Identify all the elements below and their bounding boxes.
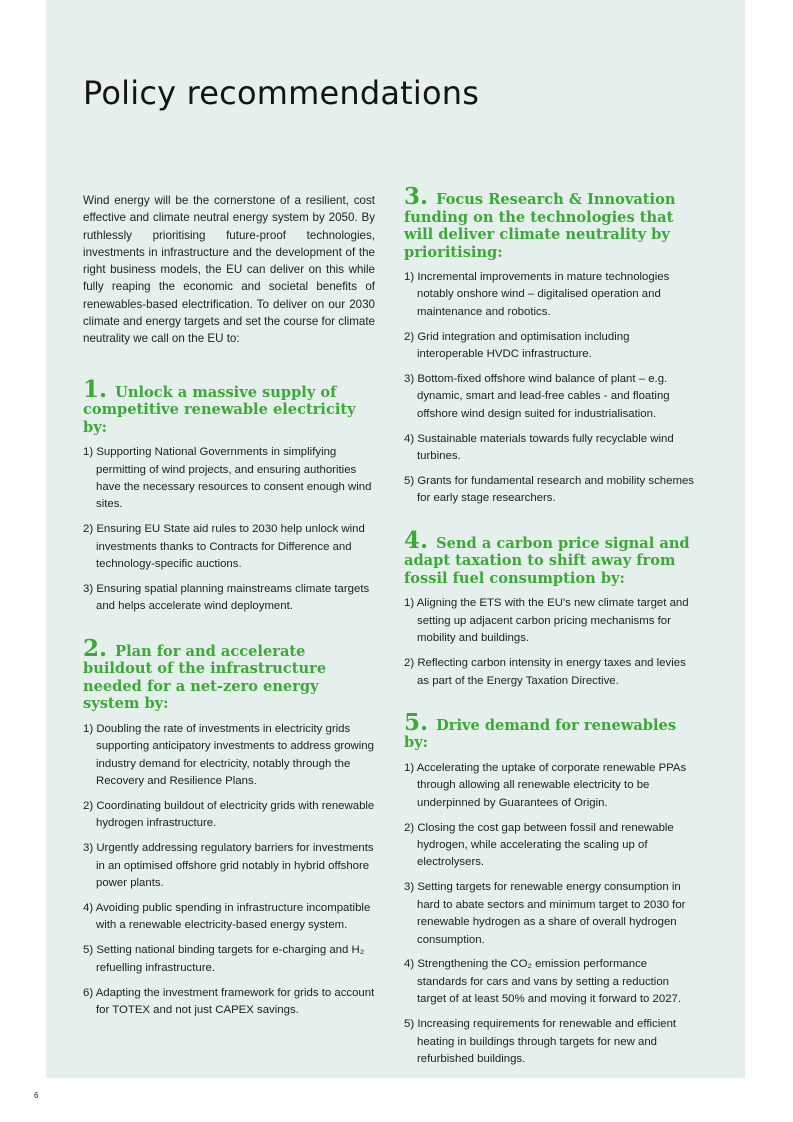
item-number: 1) <box>404 761 415 774</box>
item-number: 3) <box>404 373 415 386</box>
list-item <box>404 329 696 364</box>
item-number: 5) <box>404 475 415 488</box>
list-item <box>404 371 696 423</box>
left-column <box>83 192 375 1043</box>
page-number: 6 <box>34 1091 39 1100</box>
item-text: Ensuring EU State aid rules to 2030 help unlock wind investments thanks to Contracts for Difference and technology-specific auctions. <box>96 523 365 571</box>
list-item <box>404 956 696 1008</box>
list-item <box>83 900 375 935</box>
item-text: Bottom-fixed offshore wind balance of plant – e.g. dynamic, smart and lead-free cables - and floating offshore wind design suited for industrialisation. <box>417 373 670 420</box>
item-number: 2) <box>83 523 94 536</box>
item-text: Reflecting carbon intensity in energy taxes and levies as part of the Energy Taxation Directive. <box>417 657 686 687</box>
item-number: 3) <box>83 842 94 855</box>
list-item <box>83 985 375 1020</box>
section-number: 1. <box>83 375 108 403</box>
list-item <box>83 942 375 977</box>
list-item <box>404 431 696 466</box>
list-item <box>83 581 375 616</box>
item-text: Setting national binding targets for e-charging and H₂ refuelling infrastructure. <box>96 944 365 974</box>
item-number: 4) <box>404 958 415 971</box>
list-item <box>404 760 696 812</box>
list-item <box>83 521 375 573</box>
right-column <box>404 183 696 1092</box>
item-number: 5) <box>404 1018 415 1031</box>
item-text: Adapting the investment framework for grids to account for TOTEX and not just CAPEX savings. <box>95 986 375 1017</box>
item-text: Sustainable materials towards fully recyclable wind turbines. <box>417 432 674 463</box>
item-number: 1) <box>404 597 415 610</box>
list-item <box>404 269 696 321</box>
item-text: Closing the cost gap between fossil and renewable hydrogen, while accelerating the scaling up of electrolysers. <box>417 821 674 869</box>
item-text: Accelerating the uptake of corporate renewable PPAs through allowing all renewable electricity to be underpinned by Guarantees of Origin. <box>416 761 687 809</box>
section-number: 3. <box>404 183 429 210</box>
item-number: 5) <box>83 944 94 957</box>
section-heading-text: Unlock a massive supply of competitive renewable electricity by: <box>83 383 356 436</box>
item-text: Incremental improvements in mature technologies notably onshore wind – digitalised operation and maintenance and robotics. <box>417 271 670 318</box>
section-heading-text: Focus Research & Innovation funding on the technologies that will deliver climate neutrality by prioritising: <box>404 191 676 261</box>
list-item <box>404 655 696 690</box>
item-number: 1) <box>83 446 94 459</box>
item-number: 3) <box>83 583 94 596</box>
item-number: 6) <box>83 986 94 999</box>
section-number: 4. <box>404 526 429 554</box>
section-heading-text: Plan for and accelerate buildout of the infrastructure needed for a net-zero energy system by: <box>83 642 327 713</box>
recommendation-list <box>404 269 696 508</box>
section-heading <box>404 708 696 752</box>
section-heading-text: Drive demand for renewables by: <box>404 716 677 752</box>
section-number: 2. <box>83 634 108 662</box>
item-text: Grid integration and optimisation including interoperable HVDC infrastructure. <box>417 330 630 361</box>
item-text: Doubling the rate of investments in electricity grids supporting anticipatory investments to address growing industry demand for electricity, notably through the Recovery and Resilience Plans. <box>96 722 374 788</box>
item-text: Supporting National Governments in simplifying permitting of wind projects, and ensuring authorities have the necessary resources to consent enough wind sites. <box>96 446 372 511</box>
item-text: Avoiding public spending in infrastructure incompatible with a renewable electricity-based energy system. <box>95 901 371 932</box>
item-text: Strengthening the CO₂ emission performance standards for cars and vans by setting a reduction target of at least 50% and moving it forward to 2027. <box>417 958 682 1006</box>
section-heading <box>83 634 375 713</box>
section-3 <box>404 183 696 508</box>
list-item <box>83 444 375 514</box>
list-item <box>404 879 696 949</box>
item-text: Grants for fundamental research and mobility schemes for early stage researchers. <box>417 475 694 505</box>
recommendation-list <box>404 595 696 690</box>
recommendation-list <box>83 721 375 1020</box>
section-heading <box>83 375 375 437</box>
list-item <box>83 721 375 791</box>
section-heading <box>404 183 696 261</box>
item-number: 4) <box>83 901 94 914</box>
section-2 <box>83 634 375 1020</box>
item-number: 2) <box>404 821 415 834</box>
intro-paragraph: Wind energy will be the cornerstone of a resilient, cost effective and climate neutral energy system by 2050. By ruthlessly prioritising future-proof technologies, investments in infrastructure and the development of the right business models, the EU can deliver on this while fully reaping the economic and societal benefits of renewables-based electrification. To deliver on our 2030 climate and energy targets and set the course for climate neutrality we call on the EU to: <box>83 194 375 346</box>
list-item <box>404 473 696 508</box>
list-item <box>83 798 375 833</box>
item-number: 1) <box>404 271 415 283</box>
section-heading-text: Send a carbon price signal and adapt taxation to shift away from fossil fuel consumption by: <box>404 534 690 587</box>
recommendation-list <box>404 760 696 1069</box>
item-text: Urgently addressing regulatory barriers for investments in an optimised offshore grid notably in hybrid offshore power plants. <box>96 842 374 890</box>
item-text: Setting targets for renewable energy consumption in hard to abate sectors and minimum target to 2030 for renewable hydrogen as a share of overall hydrogen consumption. <box>417 881 686 946</box>
section-heading <box>404 526 696 588</box>
item-text: Ensuring spatial planning mainstreams climate targets and helps accelerate wind deployment. <box>96 583 370 613</box>
item-number: 1) <box>83 722 94 735</box>
item-number: 4) <box>404 432 415 445</box>
list-item <box>404 1016 696 1068</box>
item-text: Increasing requirements for renewable and efficient heating in buildings through targets for new and refurbished buildings. <box>417 1018 677 1065</box>
item-text: Aligning the ETS with the EU's new climate target and setting up adjacent carbon pricing mechanisms for mobility and buildings. <box>416 597 689 645</box>
recommendation-list <box>83 444 375 616</box>
list-item <box>83 840 375 892</box>
item-number: 2) <box>83 799 94 812</box>
item-number: 2) <box>404 330 415 343</box>
item-text: Coordinating buildout of electricity grids with renewable hydrogen infrastructure. <box>96 799 375 830</box>
section-1 <box>83 375 375 616</box>
item-number: 3) <box>404 881 415 894</box>
item-number: 2) <box>404 657 415 670</box>
list-item <box>404 820 696 872</box>
page-title: Policy recommendations <box>83 74 480 112</box>
section-number: 5. <box>404 708 429 736</box>
list-item <box>404 595 696 647</box>
section-4 <box>404 526 696 690</box>
section-5 <box>404 708 696 1069</box>
